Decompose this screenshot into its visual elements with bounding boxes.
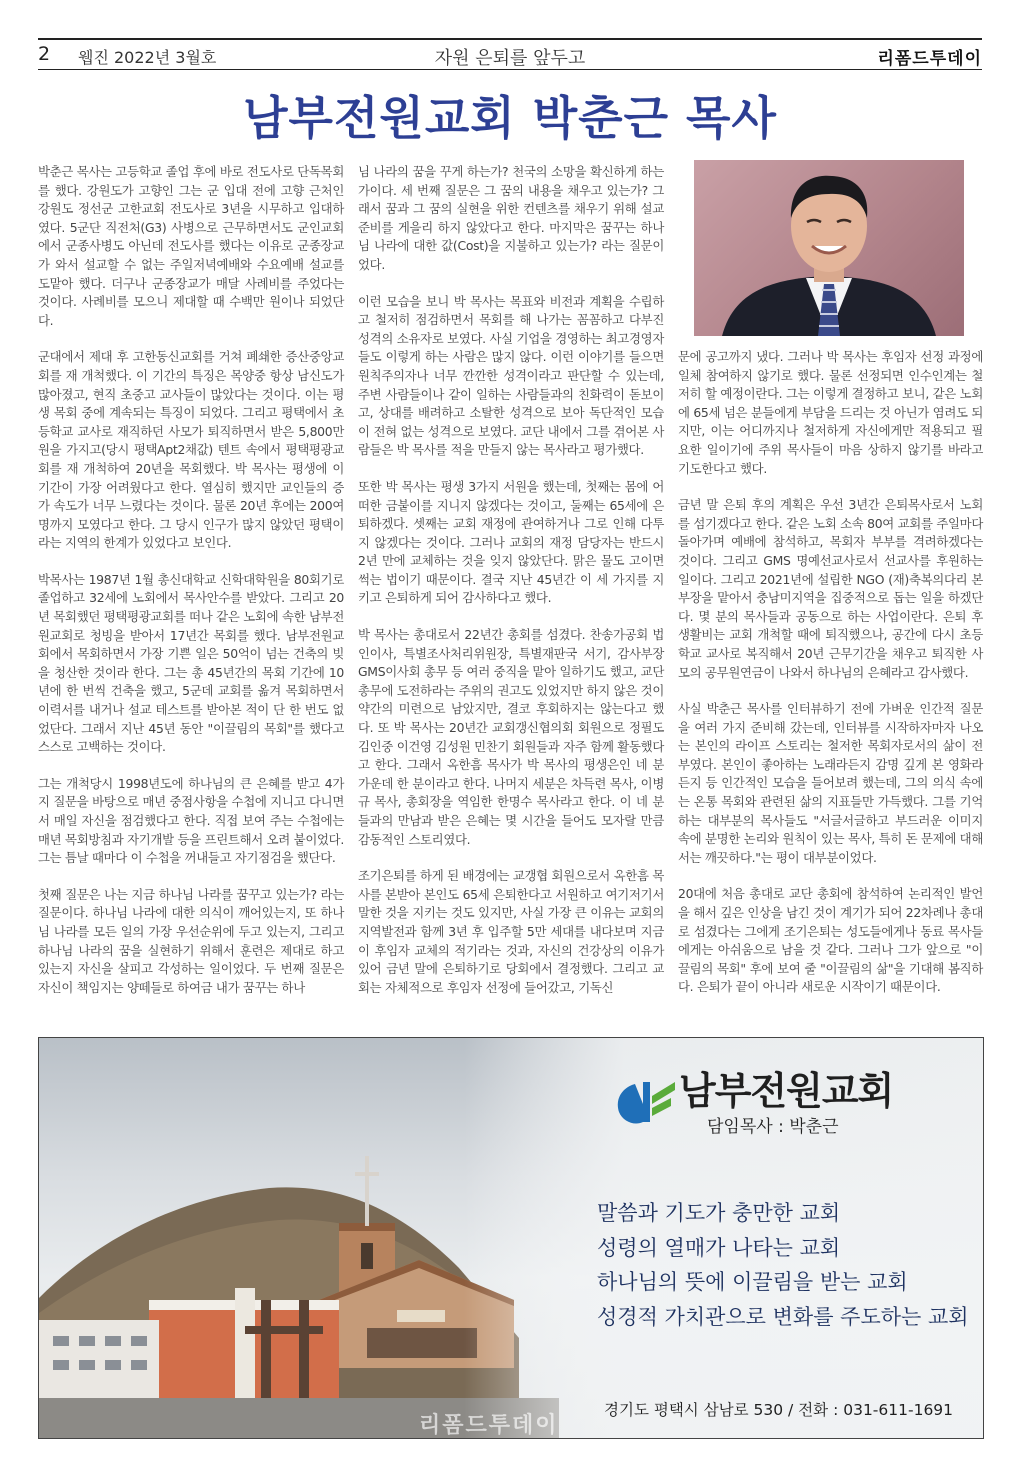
church-address: 경기도 평택시 삼남로 530 / 전화 : 031-611-1691 bbox=[604, 1401, 954, 1419]
issue-label: 웹진 2022년 3월호 bbox=[78, 48, 217, 67]
publication-watermark: 리폼드투데이 bbox=[419, 1413, 559, 1438]
paragraph: 박춘근 목사는 고등학교 졸업 후에 바로 전도사로 단독목회를 했다. 강원도가 고향인 그는 군 입대 전에 고향 근처인 강원도 정선군 고한교회 전도사로 3년을 시무하고 입대하였다. 5군단 직전처(G3) 사병으로 근무하면서도 군인교회에서 군종사병도 아닌데 전도사를 했다는 이유로 군종장교가 와서 설교할 수 없는 주일저녁예배와 수요예배 설교를 도맡아 했다. 더구나 군종장교가 매달 사례비를 주었다는 것이다. 사례비를 모으니 제대할 때 수백만 원이나 되었단다. bbox=[38, 164, 344, 328]
paragraph: 사실 박춘근 목사를 인터뷰하기 전에 가벼운 인간적 질문을 여러 가지 준비해 갔는데, 인터뷰를 시작하자마자 나오는 본인의 라이프 스토리는 철저한 목회자로서의 삶이 전부였다. 본인이 좋아하는 노래라든지 감명 깊게 본 영화라든지 등 인간적인 모습을 들어보려 했는데, 그의 의식 속에는 온통 목회와 관련된 삶의 지표들만 가득했다. 그를 기억하는 대부분의 목사들도 "서글서글하고 부드러운 이미지 속에 분명한 논리와 원칙이 있는 목사, 특히 돈 문제에 대해서는 깨끗하다."는 평이 대부분이었다. bbox=[678, 701, 983, 865]
paragraph: 20대에 처음 총대로 교단 총회에 참석하여 논리적인 발언을 해서 깊은 인상을 남긴 것이 계기가 되어 22차례나 총대로 섬겼다는 그에게 조기은퇴는 성도들에게나 동료 목사들에게는 아쉬움으로 남을 것 같다. 그러나 그가 앞으로 "이끌림의 목회" 후에 보여 줄 "이끌림의 삶"을 기대해 봄직하다. 은퇴가 끝이 아니라 새로운 시작이기 때문이다. bbox=[678, 886, 983, 995]
slogan-line: 성경적 가치관으로 변화를 주도하는 교회 bbox=[597, 1304, 969, 1329]
slogan-line: 말씀과 기도가 충만한 교회 bbox=[597, 1201, 841, 1225]
senior-pastor-label: 담임목사 : 박춘근 bbox=[707, 1117, 839, 1137]
paragraph: 이런 모습을 보니 박 목사는 목표와 비전과 계획을 수립하고 철저히 점검하면서 목회를 해 나가는 꼼꼼하고 다부진 성격의 소유자로 보였다. 사실 기업을 경영하는 최고경영자들도 이렇게 하는 사람은 많지 않다. 이런 이야기를 들으면 원칙주의자나 너무 깐깐한 성격이라고 판단할 수 있는데, 주변 사람들이나 같이 일하는 사람들과의 친화력이 돋보이고, 상대를 배려하고 소탈한 성격으로 보아 독단적인 모습이 전혀 없는 성격으로 보였다. 교단 내에서 그를 겪어본 사람들은 박 목사를 적을 만들지 않는 목사라고 평가했다. bbox=[358, 293, 664, 458]
paragraph: 또한 박 목사는 평생 3가지 서원을 했는데, 첫째는 몸에 어떠한 금붙이를 지니지 않겠다는 것이고, 둘째는 65세에 은퇴하겠다. 셋째는 교회 재정에 관여하거나 그로 인해 다투지 않겠다는 것이다. 그러나 교회의 재정 담당자는 반드시 2년 만에 교체하는 것을 잊지 않았단다. 맑은 물도 고이면 썩는 법이기 때문이다. 결국 지난 45년간 이 세 가지를 지키고 은퇴하게 되어 감사하다고 했다. bbox=[358, 478, 664, 606]
slogan-line: 하나님의 뜻에 이끌림을 받는 교회 bbox=[597, 1270, 908, 1294]
article-column-1 bbox=[38, 163, 344, 1015]
paragraph: 님 나라의 꿈을 꾸게 하는가? 천국의 소망을 확신하게 하는가이다. 세 번째 질문은 그 꿈의 내용을 채우고 있는가? 그래서 꿈과 그 꿈의 실현을 위한 컨텐츠를 채우기 위해 설교준비를 게을리 하지 않았다고 한다. 마지막은 꿈꾸는 하나님 나라에 대한 값(Cost)을 지불하고 있는가? 라는 질문이었다. bbox=[358, 164, 664, 272]
paragraph: 박 목사는 총대로서 22년간 총회를 섬겼다. 찬송가공회 법인이사, 특별조사처리위원장, 특별재판국 서기, 감사부장 GMS이사회 총무 등 여러 중직을 맡아 일하기도 했고, 교단 총무에 도전하라는 주위의 권고도 있었지만 하지 않은 것이 약간의 미련으로 남았지만, 결코 후회하지는 않는다고 했다. 또 박 목사는 20년간 교회갱신협의회 회원으로 정필도 김인중 이건영 김성원 민찬기 회원들과 자주 함께 활동했다고 한다. 그래서 옥한흠 목사가 박 목사의 평생은인 네 분 가운데 한 분이라고 한다. 나머지 세분은 차득련 목사, 이병규 목사, 총회장을 역임한 한명수 목사라고 한다. 이 네 분들과의 만남과 받은 은혜는 몇 시간을 들어도 모자랄 만큼 감동적인 스토리였다. bbox=[358, 627, 664, 847]
pastor-portrait bbox=[694, 160, 964, 336]
paragraph: 문에 공고까지 냈다. 그러나 박 목사는 후임자 선정 과정에 일체 참여하지 않기로 했다. 물론 선정되면 인수인계는 철저히 할 예정이란다. 그는 이렇게 결정하고 보니, 같은 노회에 65세 넘은 분들에게 부담을 드리는 것 아닌가 염려도 되지만, 이는 어디까지나 철저하게 자신에게만 적용되고 필요한 일이기에 주위 목사들이 마음 상하지 않기를 바라고 기도한다고 했다. bbox=[678, 349, 983, 476]
paragraph: 첫째 질문은 나는 지금 하나님 나라를 꿈꾸고 있는가? 라는 질문이다. 하나님 나라에 대한 의식이 깨어있는지, 또 하나님 나라를 모든 일의 가장 우선순위에 두고 있는지, 그리고 하나님 나라의 꿈을 실현하기 위해서 훈련은 제대로 하고 있는지 자신을 살피고 각성하는 일이었다. 두 번째 질문은 자신이 책임지는 양떼들로 하여금 내가 꿈꾸는 하나 bbox=[38, 886, 344, 995]
header-top-rule bbox=[38, 38, 982, 40]
paragraph: 그는 개척당시 1998년도에 하나님의 큰 은혜를 받고 4가지 질문을 바탕으로 매년 중점사항을 수첩에 지니고 다니면서 매일 자신을 점검했다고 한다. 직접 보여 주는 수첩에는 매년 목회방침과 자기개발 등을 프린트해서 오려 붙이었다. 그는 틈날 때마다 이 수첩을 꺼내들고 자기점검을 했단다. bbox=[38, 775, 344, 866]
article-column-2 bbox=[358, 163, 664, 1015]
portrait-illustration bbox=[694, 160, 964, 336]
paragraph: 박목사는 1987년 1월 총신대학교 신학대학원을 80회기로 졸업하고 32세에 노회에서 목사안수를 받았다. 그리고 20년 목회했던 평택평광교회를 떠나 같은 노회에 속한 남부전원교회로 청빙을 받아서 17년간 목회를 했다. 남부전원교회에서 목회하면서 가장 기쁜 일은 50억이 넘는 건축의 빚을 청산한 것이라 한다. 그는 총 45년간의 목회 기간에 10년에 한 번씩 건축을 했고, 5군데 교회를 옮겨 목회하면서 이력서를 내거나 설교 테스트를 받아본 적이 단 한 번도 없었단다. 그래서 지난 45년 동안 "이끌림의 목회"를 했다고 스스로 고백하는 것이다. bbox=[38, 571, 344, 755]
church-advertisement bbox=[38, 1037, 984, 1439]
page-number: 2 bbox=[38, 43, 51, 65]
article-headline: 남부전원교회 박춘근 목사 bbox=[243, 91, 777, 145]
paragraph: 군대에서 제대 후 고한동신교회를 거쳐 폐쇄한 증산중앙교회를 재 개척했다. 이 기간의 특징은 목양중 항상 남신도가 많아졌고, 현직 초중고 교사들이 많았다는 것이다. 이는 평생 목회 중에 계속되는 특징이 되었다. 그리고 평택에서 초등학교 교사로 재직하던 사모가 퇴직하면서 받은 5,800만원을 가지고(당시 평택Apt2채값) 텐트 속에서 평택평광교회를 재 개척하여 20년을 목회했다. 박 목사는 평생에 이 기간이 가장 어려웠다고 한다. 열심히 했지만 교인들의 증가 속도가 너무 느렸다는 것이다. 물론 20년 후에는 200여명까지 모였다고 한다. 그 당시 인구가 많지 않았던 평택이라는 지역의 한계가 있었다고 보인다. bbox=[38, 349, 344, 551]
church-slogans bbox=[597, 1196, 969, 1334]
section-title: 자원 은퇴를 앞두고 bbox=[434, 48, 586, 69]
slogan-line: 성령의 열매가 나타는 교회 bbox=[597, 1235, 841, 1260]
paragraph: 금년 말 은퇴 후의 계획은 우선 3년간 은퇴목사로서 노회를 섬기겠다고 한다. 같은 노회 소속 80여 교회를 주일마다 돌아가며 예배에 참석하고, 목회자 부부를 격려하겠다는 것이다. 그리고 GMS 명예선교사로서 선교사를 후원하는 일이다. 그리고 2021년에 설립한 NGO (재)축복의다리 본부장을 맡아서 충남미지역을 집중적으로 돕는 일을 하겠단다. 몇 분의 목사들과 공동으로 하는 사업이란다. 은퇴 후 생활비는 교회 개척할 때에 퇴직했으나, 공간에 다시 초등학교 교사로 복직해서 20년 근무기간을 채우고 퇴직한 사모의 공무원연금이 나와서 하나님의 은혜라고 감사했다. bbox=[678, 497, 983, 680]
paragraph: 조기은퇴를 하게 된 배경에는 교갱협 회원으로서 옥한흠 목사를 본받아 본인도 65세 은퇴한다고 서원하고 여기저기서 말한 것을 지키는 것도 있지만, 사실 가장 큰 이유는 교회의 지역발전과 함께 3년 후 입주할 5만 세대를 내다보며 지금이 후임자 교체의 적기라는 것과, 자신의 건강상의 이유가 있어 금년 말에 은퇴하기로 당회에서 결정했다. 그리고 교회는 자체적으로 후임자 선정에 들어갔고, 기독신 bbox=[358, 868, 664, 995]
article-column-3 bbox=[678, 348, 983, 1015]
page-header bbox=[38, 38, 982, 70]
header-bottom-rule bbox=[38, 69, 982, 70]
church-name: 남부전원교회 bbox=[679, 1069, 894, 1113]
brand-logo: 리폼드투데이 bbox=[877, 49, 982, 69]
